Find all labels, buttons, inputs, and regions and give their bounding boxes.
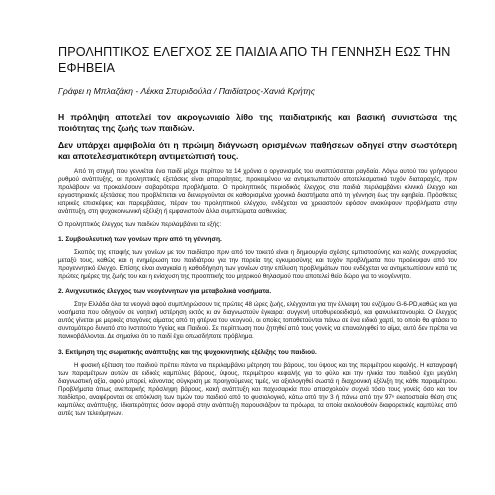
intro-paragraph: Από τη στιγμή που γεννιέται ένα παιδί μέχρι περίπου τα 14 χρόνια ο οργανισμός του αναπτύσσεται ραγδαία. Λόγω αυτού του γρήγορου ρυθμού ανάπτυξης, οι προληπτικές εξετάσεις είναι απαραίτητες, προκειμένου να αντιμετωπιστούν αποτελεσματικά τυχόν διαταραχές, πριν προλάβουν να προκαλέσουν σοβαρότερα προβλήματα. Ο προληπτικός περιοδικός έλεγχος στα παιδιά περιλαμβάνει κλινικό έλεγχο και εργαστηριακές εξετάσεις που προβλέπεται να διενεργούνται σε καθορισμένα χρονικά διαστήματα από τη γέννηση έως την εφηβεία. Πρόσθετες ιατρικές επισκέψεις και παρεμβάσεις, πέραν του προληπτικού ελέγχου, ενδέχεται να χρειαστούν εφόσον ανακύψουν προβλήματα στην ανάπτυξη, στη ψυχοκοινωνική εξέλιξη ή εμφανιστούν άλλα συμπτώματα ασθενείας.	[58, 168, 457, 216]
section-1-text: Σκοπός της επαφής των γονέων με τον παιδίατρο πριν από τον τοκετό είναι η δημιουργία σχέσης εμπιστοσύνης και καλής συνεργασίας μεταξύ τους, καθώς και η ενημέρωση του παιδιάτρου για την πορεία της εγκυμοσύνης και τυχόν προβλήματα που προέκυψαν από τον προγεννητικό έλεγχο. Επίσης είναι αναγκαία η καθοδήγηση των γονέων στην επίλυση προβλημάτων που ενδέχεται να αντιμετωπίσουν κατά τις πρώτες ημέρες της ζωής του και η ενίσχυση της προοπτικής του μητρικού θηλασμού που αποτελεί θείο δώρο για το νεογέννητο.	[58, 248, 457, 280]
section-2-heading: 2. Ανιχνευτικός έλεγχος των νεογέννητων για μεταβολικά νοσήματα.	[58, 288, 272, 296]
author-line: Γράφει η Μπλαζάκη - Λέκκα Σπυριδούλα / Παιδίατρος-Χανιά Κρήτης	[58, 86, 315, 96]
document-title: ΠΡΟΛΗΠΤΙΚΟΣ ΕΛΕΓΧΟΣ ΣΕ ΠΑΙΔΙΑ ΑΠΟ ΤΗ ΓΕΝΝΗΣΗ ΕΩΣ ΤΗΝ ΕΦΗΒΕΙΑ	[58, 45, 451, 75]
section-3-text: Η φυσική εξέταση του παιδιού πρέπει πάντα να περιλαμβάνει μέτρηση του βάρους, του ύψους και της περιμέτρου κεφαλής. Η καταγραφή των παραμέτρων αυτών σε ειδικές καμπύλες βάρους, ύψους, περιμέτρου κεφαλής για το φύλο και την ηλικία του παιδιού έχει μεγάλη διαγνωστική αξία, αφού μπορεί, κάνοντας σύγκριση με προηγούμενες τιμές, να αξιολογηθεί σωστά η διαχρονική εξέλιξη της κάθε παραμέτρου. Προβλήματα όπως ανεπαρκής πρόσληψη βάρους, κακή ανάπτυξη και παχυσαρκία που απασχολούν συχνά τόσο τους γονείς όσο και τον παιδίατρο, αναφέρονται σε απόκλιση των τιμών του παιδιού από το φυσιολογικό, κάτω από την 3 ή πάνω από την 97ⁿ εκατοστιαία θέση στις καμπύλες ανάπτυξης. Ιδιαιτερότητες όσον αφορά στην ανάπτυξη παρουσιάζουν τα πρόωρα, τα οποία ακολουθούν διαφορετικές καμπύλες από αυτές των τελειόμηνων.	[58, 361, 457, 418]
intro-list-line: Ο προληπτικός έλεγχος των παιδιών περιλαμβάνει τα εξής:	[58, 220, 222, 228]
section-3-heading: 3. Εκτίμηση της σωματικής ανάπτυξης και της ψυχοκινητικής εξέλιξης του παιδιού.	[58, 348, 317, 356]
section-2-text: Στην Ελλάδα όλα τα νεογνά αφού συμπληρώσουν τις πρώτες 48 ώρες ζωής, ελέγχονται για την έλλειψη του ενζύμου G-6-PD,καθώς και για νοσήματα που οδηγούν σε νοητική υστέρηση εκτός κι αν διαγνωστούν έγκαιρα: συγγενή υποθυρεοειδισμό, και φαινυλκετονουρία. Ο έλεγχος αυτός γίνεται με μερικές σταγόνες αίματος από τη φτέρνα του νεογνού, οι οποίες τοποθετούνται πάνω σε ένα ειδικό χαρτί, το οποίο θα φτάσει το συντομότερο δυνατό στο Ινστιτούτο Υγείας και Παιδιού. Σε περίπτωση που ζητηθεί από τους γονείς να επαναληφθεί το αίμα, αυτό δεν πρέπει να πανικοβάλλονται. Δε σημαίνει ότι το παιδί έχει οπωσδήποτε πρόβλημα.	[58, 301, 457, 341]
lead-paragraph-2: Δεν υπάρχει αμφιβολία ότι η πρώιμη διάγνωση ορισμένων παθήσεων οδηγεί στην σωστότερη και αποτελεσματικότερη αντιμετώπισή τους.	[58, 140, 457, 161]
lead-paragraph-1: Η πρόληψη αποτελεί τον ακρογωνιαίο λίθο της παιδιατρικής και βασική συνιστώσα της ποιότητας της ζωής των παιδιών.	[58, 112, 457, 133]
section-1-heading: 1. Συμβουλευτική των γονέων πριν από τη γέννηση.	[58, 235, 222, 243]
